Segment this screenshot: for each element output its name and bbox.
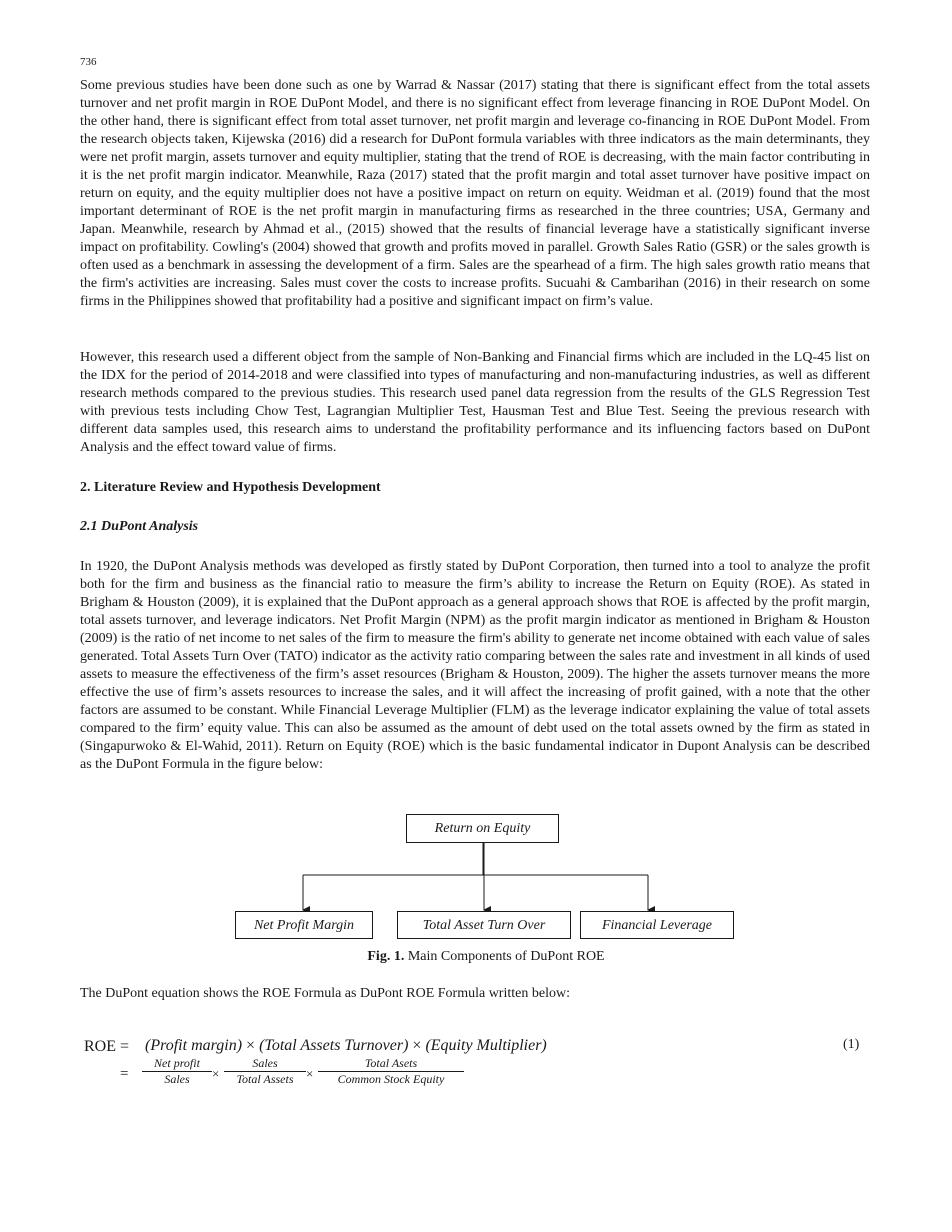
- fraction-numerator: Sales: [224, 1056, 306, 1072]
- figure-caption-text: Main Components of DuPont ROE: [404, 949, 605, 964]
- page-number: 736: [80, 56, 97, 68]
- paragraph-previous-studies: Some previous studies have been done such as one by Warrad & Nassar (2017) stating that there is significant effect from the total assets turnover and net profit margin in ROE DuPont Model, and there is no significant effect from leverage financing in ROE DuPont Model. On the other hand, there is significant effect from total asset turnover, net profit margin and leverage co-financing in ROE DuPont Model. From the research objects taken, Kijewska (2016) did a research for DuPont formula variables with three indicators as the main determinants, they were net profit margin, assets turnover and equity multiplier, stating that the trend of ROE is decreasing, with the main factor contributing in it is the net profit margin indicator. Meanwhile, Raza (2017) stated that the profit margin and total asset turnover have positive impact on return on equity, and the equity multiplier does not have a positive impact on return on equity. Weidman et al. (2019) found that the most important determinant of ROE is the net profit margin in manufacturing firms as researched in the three countries; USA, Germany and Japan. Meanwhile, research by Ahmad et al., (2015) showed that the results of financial leverage have a statistically significant inverse impact on profitability. Cowling's (2004) showed that growth and profits moved in parallel. Growth Sales Ratio (GSR) or the sales growth is often used as a benchmark in assessing the development of a firm. Sales are the spearhead of a firm. The high sales growth ratio means that the firm's activities are increasing. Sales must cover the costs to increase profits. Sucuahi & Cambarihan (2016) in their research on some firms in the Philippines showed that profitability had a positive and significant impact on firm’s value.: [80, 78, 870, 309]
- subsection-heading: 2.1 DuPont Analysis: [80, 519, 199, 534]
- figure-caption-label: Fig. 1.: [367, 949, 405, 964]
- fraction-numerator: Total Asets: [318, 1056, 464, 1072]
- equation-equals-sign: =: [120, 1066, 129, 1082]
- paragraph-research-difference: However, this research used a different object from the sample of Non-Banking and Financial firms which are included in the LQ-45 list on the IDX for the period of 2014-2018 and were classified into types of manufacturing and non-manufacturing industries, as well as different research methods compared to the previous studies. This research used panel data regression from the results of the GLS Regression Test with previous tests including Chow Test, Lagrangian Multiplier Test, Hausman Test and Blue Test. Seeing the previous research with different data samples used, this research aims to understand the profitability performance and its influencing factors based on DuPont Analysis and the effect toward value of firms.: [80, 350, 870, 455]
- diagram-box-total-asset-turnover: Total Asset Turn Over: [397, 911, 571, 939]
- equation-term-profit-margin: (Profit margin): [145, 1037, 243, 1054]
- equation-term-equity-multiplier: (Equity Multiplier): [425, 1037, 547, 1054]
- paragraph-dupont-equation-intro: The DuPont equation shows the ROE Formula as DuPont ROE Formula written below:: [80, 986, 570, 1001]
- fraction-numerator: Net profit: [142, 1056, 212, 1072]
- equation-rhs: [145, 1037, 547, 1055]
- equation-times-2: ×: [412, 1037, 422, 1054]
- paragraph-dupont-analysis: In 1920, the DuPont Analysis methods was developed as firstly stated by DuPont Corporation, then turned into a tool to analyze the profit both for the firm and business as the financial ratio to measure the firm’s ability to increase the Return on Equity (ROE). As stated in Brigham & Houston (2009), it is explained that the DuPont approach as a general approach shows that ROE is affected by the profit margin, total assets turnover, and leverage indicators. Net Profit Margin (NPM) as the profit margin indicator as mentioned in Brigham & Houston (2009) is the ratio of net income to net sales of the firm to measure the firm's ability to generate net income obtained with each value of sales generated. Total Assets Turn Over (TATO) indicator as the activity ratio comparing between the sales rate and investment in all kinds of used assets to measure the effectiveness of the firm’s asset resources (Brigham & Houston, 2009). The higher the assets turnover means the more effective the use of firm’s assets resources to increase the sales, and it will affect the increasing of profit gained, with a note that the other factors are assumed to be constant. While Financial Leverage Multiplier (FLM) as the leverage indicator explaining the value of total assets compared to the firm’ equity value. This can also be assumed as the amount of debt used on the total assets owned by the firm as stated in (Singapurwoko & El-Wahid, 2011). Return on Equity (ROE) which is the basic fundamental indicator in Dupont Analysis can be described as the DuPont Formula in the figure below:: [80, 559, 870, 772]
- fraction-denominator: Total Assets: [236, 1072, 294, 1086]
- figure-caption: [0, 949, 952, 965]
- equation-times-1: ×: [246, 1037, 256, 1054]
- section-heading: 2. Literature Review and Hypothesis Development: [80, 480, 381, 495]
- fraction-total-assets-over-equity: [318, 1056, 464, 1087]
- diagram-box-return-on-equity: Return on Equity: [406, 814, 559, 843]
- equation-term-total-assets-turnover: (Total Assets Turnover): [259, 1037, 409, 1054]
- diagram-box-net-profit-margin: Net Profit Margin: [235, 911, 373, 939]
- fraction-net-profit-over-sales: [142, 1056, 212, 1087]
- fraction-denominator: Sales: [164, 1072, 190, 1086]
- fraction-denominator: Common Stock Equity: [337, 1072, 445, 1086]
- diagram-box-financial-leverage: Financial Leverage: [580, 911, 734, 939]
- equation-lhs: ROE =: [84, 1038, 130, 1055]
- fraction-times-1: ×: [212, 1066, 220, 1081]
- fraction-sales-over-total-assets: [224, 1056, 306, 1087]
- fraction-times-2: ×: [306, 1066, 314, 1081]
- equation-number: (1): [843, 1037, 860, 1052]
